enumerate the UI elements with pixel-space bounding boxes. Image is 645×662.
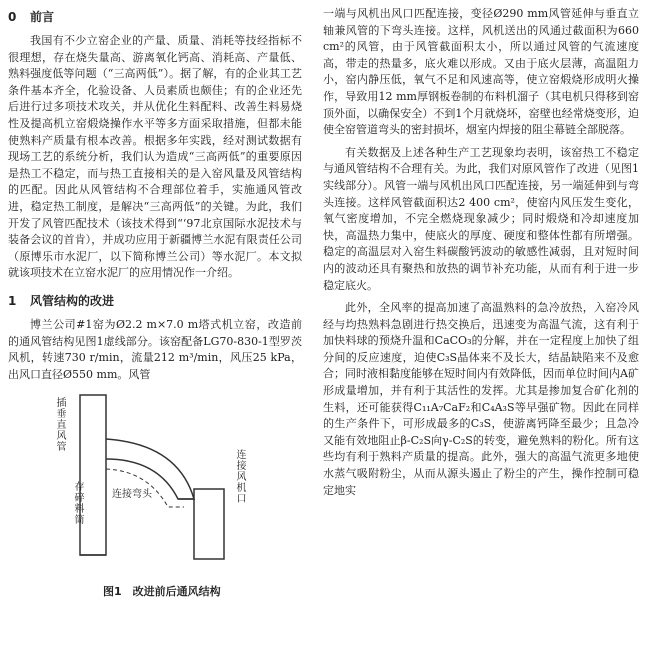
section-1-number: 1 bbox=[8, 293, 17, 308]
figure-1-caption: 图1 改进前后通风结构 bbox=[103, 585, 221, 599]
section-1-paragraph: 博兰公司#1窑为Ø2.2 m×7.0 m塔式机立窑，改造前的通风管结构见图1虚线部分。该窑配备LG70-830-1型罗茨风机，转速730 r/min，流量212 m³/min，风压25 kPa，出风口直径Ø550 mm。风管 bbox=[8, 317, 302, 381]
section-0-heading bbox=[8, 8, 302, 25]
right-paragraph-3: 此外，全风率的提高加速了高温熟料的急冷放热，入窑冷风经与均热熟料急剧进行热交换后，迅速变为高温气流，这有利于加快料球的预烧升温和CaCO₃的分解，并在一定程度上加快了组分间的反应速度，迫使C₃S晶体来不及长大，结晶缺陷来不及愈合；同时液相黏度能够在短时间内有效降低，因而单位时间内A矿形成量增加，并有利于其活性的发挥。尤其是掺加复合矿化剂的生料，还可能获得C₁₁A₇CaF₂和C₄A₃S等早强矿物。因此在同样的生产条件下，可形成最多的C₃S，使游离钙降至最少；且急冷又能有效地阻止β-C₂S向γ-C₂S的转变，避免熟料的粉化。所有这些均有利于熟料产质量的提高。此外，强大的高温气流更多地使水蒸气吸附粉尘，从而从源头遏止了粉尘的产生，操作控制可稳定地实 bbox=[323, 301, 639, 497]
section-0-number: 0 bbox=[8, 10, 17, 24]
label-fan-outlet: 连接风机口 bbox=[234, 449, 245, 505]
left-column bbox=[8, 6, 302, 599]
figure-1 bbox=[8, 389, 302, 599]
right-paragraph-2: 有关数据及上述各种生产工艺现象均表明，该窑热工不稳定与通风管结构不合理有关。为此，我们对原风管作了改进（见图1实线部分）。风管一端与风机出风口匹配连接，另一端延伸到与弯头连接。这样风管截面积达2 400 cm²，使窑内风压发生变化，氧气密度增加，不完全燃烧现象减少；同时煅烧和冷却速度加快，高温热力集中，使底火的厚度、硬度和整体性都有所增强。稳定的高温层对入窑生料碳酸钙波动的敏感性减弱，且对短时间内的波动还具有聚热和放热的调节补充功能，从而有利于进一步稳定底火。 bbox=[323, 145, 639, 292]
vertical-duct-outline bbox=[80, 395, 106, 555]
right-column bbox=[323, 6, 639, 505]
fan-outlet-duct bbox=[194, 489, 224, 559]
section-1-heading bbox=[8, 292, 302, 309]
section-0-title: 前言 bbox=[30, 10, 55, 24]
right-paragraph-1: 一端与风机出风口匹配连接，变径Ø290 mm风管延伸与垂直立轴兼风管的下弯头连接。这样，风机送出的风通过截面积为660 cm²的风管，由于风管截面积太小，所以通过风管的气流速度高，带走的热量多，底火难以形成。又由于底火层薄，高温阻力小，窑内静压低，氧气不足和风速高等，使立窑煅烧形成明火操作，导致用12 mm厚钢板卷制的布料机溜子（其电机只得移到窑顶外面，以确保安全）不到1个月就烧坏，窑壁也经常烧变形，迫使全窑管道弯头的密封损坏，烟室内焊接的阻尘幕链全部脱落。 bbox=[323, 7, 639, 137]
label-vertical-duct: 插垂直风管 bbox=[54, 397, 65, 453]
section-1-title: 风管结构的改进 bbox=[30, 293, 115, 308]
intro-paragraph: 我国有不少立窑企业的产量、质量、消耗等技经指标不很理想，存在烧失量高、游离氧化钙高、消耗高、产量低、熟料强度低等问题（“三高两低”）。据了解，有的企业其工艺条件基本齐全，化验设备、人员素质也颇佳；有的企业还先后进行过多项技术攻关，并从优化生料配料、改善生料易烧性及提高机立窑煅烧操作水平等多方面采取措施，但都未能使熟料产质量有根本改善。根据多年实践，经对测试数据有现场工艺的系统分析，我们认为造成“三高两低”的重要原因是热工不稳定，而与热工直接相关的是入窑风量及风管结构的匹配。因此从风管结构不合理部位着手，实施通风管改进，稳定热工制度，是解决“三高两低”的关键。为此，我们开发了风管匹配技术（该技术得到“‘97北京国际水泥技术与装备会议的首肯），并成功应用于新疆博兰水泥有限责任公司（原博乐市水泥厂，以下简称博兰公司）等水泥厂。本文拟就该项技术在立窑水泥厂的应用情况作一介绍。 bbox=[8, 34, 302, 280]
label-reservoir: 存碎料筒 bbox=[72, 481, 83, 526]
label-connecting-bend: 连接弯头 bbox=[112, 489, 152, 501]
